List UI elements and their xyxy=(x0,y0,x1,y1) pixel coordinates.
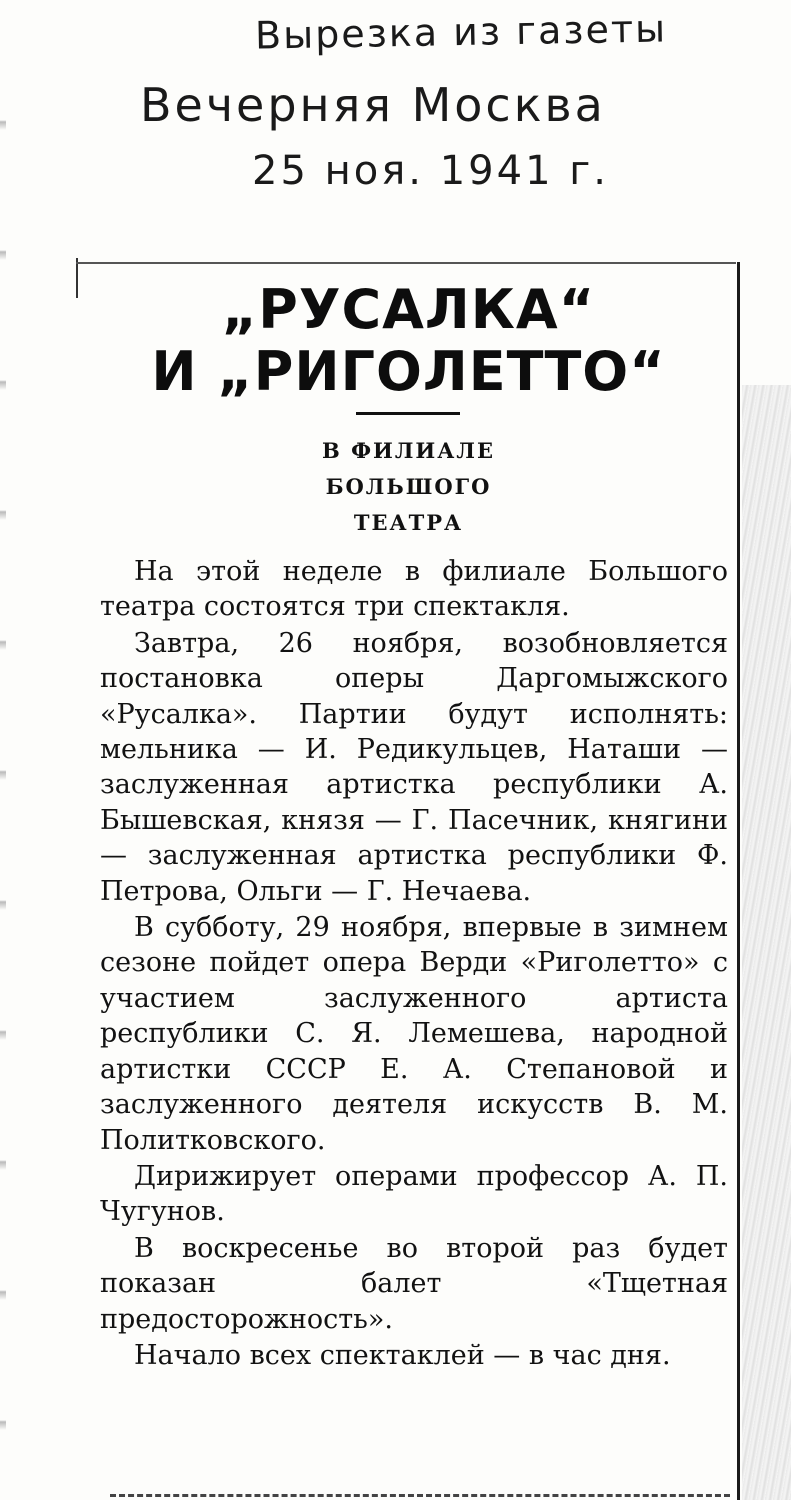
column-divider-rule xyxy=(737,262,740,1500)
clipping-frame-top xyxy=(76,262,736,264)
article-paragraph: В воскресенье во второй раз будет показан балет «Тщетная предосторожность». xyxy=(100,1232,728,1335)
handwritten-date: 25 ноя. 1941 г. xyxy=(252,148,609,194)
adjacent-column-fragment xyxy=(742,385,791,1500)
article-subhead-line-1: В ФИЛИАЛЕ xyxy=(322,438,495,463)
headline-divider xyxy=(356,412,460,415)
article-paragraph: Дирижирует операми профессор А. П. Чугунов. xyxy=(100,1160,728,1228)
article-subhead-line-2: БОЛЬШОГО xyxy=(325,474,492,499)
handwritten-newspaper-name: Вечерняя Москва xyxy=(140,78,606,132)
article-body xyxy=(100,554,728,1374)
article-paragraph: Начало всех спектаклей — в час дня. xyxy=(134,1339,671,1371)
handwritten-source-note: Вырезка из газеты xyxy=(254,6,668,58)
article-paragraph: На этой неделе в филиале Большого театра состоятся три спектакля. xyxy=(100,556,728,623)
article-headline-line-2: И „РИГОЛЕТТО“ xyxy=(151,340,666,403)
article-subhead-line-3: ТЕАТРА xyxy=(353,510,464,535)
clipping-cut-line xyxy=(110,1494,730,1497)
clipping-frame-left xyxy=(76,258,78,298)
article-paragraph: В субботу, 29 ноября, впервые в зимнем сезоне пойдет опера Верди «Риголетто» с участием заслуженного артиста республики С. Я. Лемешева, народной артистки СССР Е. А. Степановой и заслуженного деятеля искусств В. М. Политковского. xyxy=(100,912,728,1156)
article-headline-line-1: „РУСАЛКА“ xyxy=(221,278,596,341)
article-paragraph: Завтра, 26 ноября, возобновляется постановка оперы Даргомыжского «Русалка». Партии будут исполнять: мельника — И. Редикульцев, Наташи — заслуженная артистка республики А. Бышевская, князя — Г. Пасечник, княгини — заслуженная артистка республики Ф. Петрова, Ольги — Г. Нечаева. xyxy=(100,627,728,907)
page-left-edge xyxy=(0,0,6,1500)
